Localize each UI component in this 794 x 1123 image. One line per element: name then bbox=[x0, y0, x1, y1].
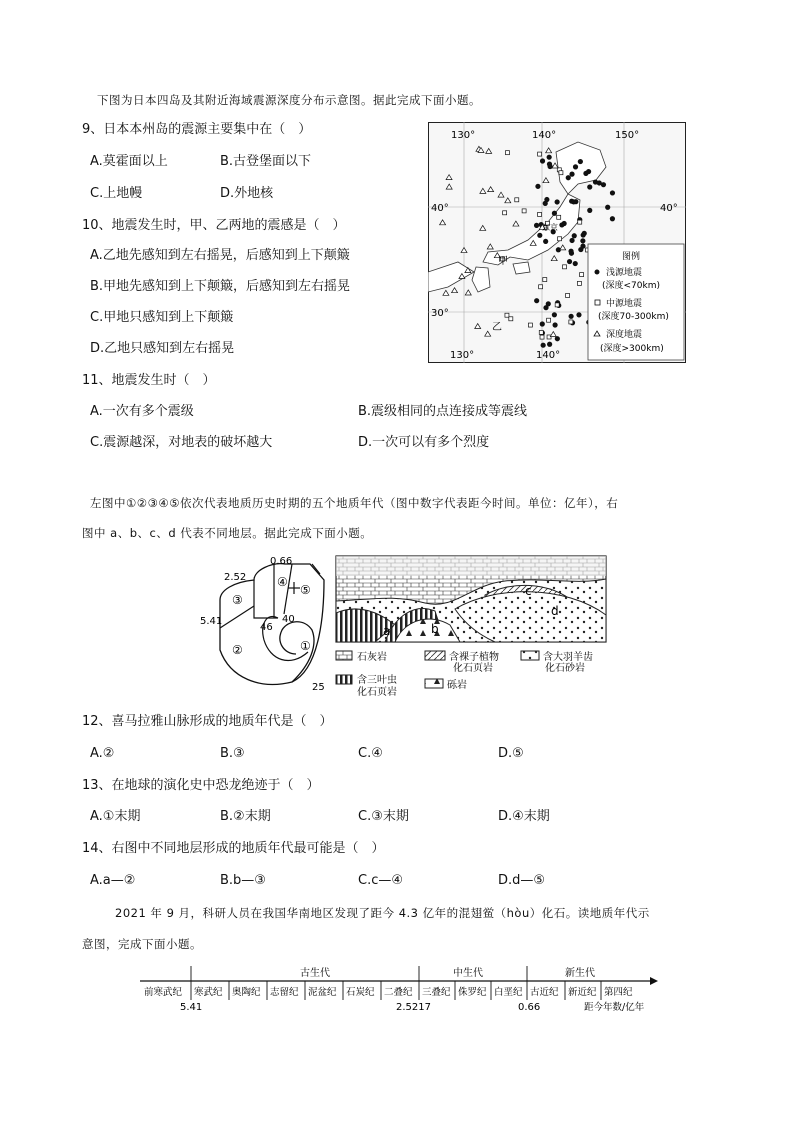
q14-option-a[interactable]: A.a—② bbox=[90, 873, 136, 888]
fern-sandstone-swatch-icon bbox=[521, 651, 539, 660]
q9-option-d[interactable]: D.外地核 bbox=[220, 186, 274, 201]
map-place-yi: 乙 bbox=[492, 322, 502, 333]
shallow-quake-mark bbox=[552, 211, 557, 216]
spiral-label-46: 46 bbox=[260, 622, 273, 633]
q9-stem: 9、日本本州岛的震源主要集中在（ ） bbox=[82, 122, 312, 137]
timeline-period: 三叠纪 bbox=[422, 987, 451, 998]
timeline-period: 奥陶纪 bbox=[232, 987, 261, 998]
timeline-era-cenozoic: 新生代 bbox=[565, 968, 595, 979]
map-legend-title: 图例 bbox=[622, 252, 641, 262]
map-legend-deep: 深度地震 bbox=[606, 330, 643, 340]
q14-stem: 14、右图中不同地层形成的地质年代最可能是（ ） bbox=[82, 841, 385, 856]
timeline-period: 二叠纪 bbox=[384, 987, 413, 998]
strata-legend-trilo-2: 化石页岩 bbox=[357, 687, 397, 698]
strata-legend-gymno-2: 化石页岩 bbox=[453, 663, 493, 674]
shallow-quake-mark bbox=[567, 259, 572, 264]
trilobite-swatch-icon bbox=[336, 675, 352, 684]
spiral-label-40: 40 bbox=[282, 614, 295, 625]
q10-option-a[interactable]: A.乙地先感知到左右摇晃，后感知到上下颠簸 bbox=[90, 248, 350, 263]
timeline-period: 泥盆纪 bbox=[308, 987, 337, 998]
strata-legend-fern-2: 化石砂岩 bbox=[545, 663, 585, 674]
shallow-quake-mark bbox=[569, 172, 574, 177]
strata-legend-trilo-1: 含三叶虫 bbox=[357, 675, 397, 686]
strata-diagram bbox=[335, 555, 615, 700]
q11-option-c[interactable]: C.震源越深，对地表的破坏越大 bbox=[90, 435, 273, 450]
q11-option-d[interactable]: D.一次可以有多个烈度 bbox=[358, 435, 490, 450]
q10-stem: 10、地震发生时，甲、乙两地的震感是（ ） bbox=[82, 218, 346, 233]
map-legend-shallow: 浅源地震 bbox=[606, 268, 643, 278]
spiral-label-25: 25 bbox=[312, 682, 325, 690]
timeline-period: 侏罗纪 bbox=[458, 987, 487, 998]
mid-quake-mark bbox=[557, 215, 561, 219]
mid-quake-mark bbox=[578, 220, 582, 224]
shallow-quake-mark bbox=[555, 199, 560, 204]
timeline-era-paleozoic: 古生代 bbox=[300, 968, 330, 979]
shallow-quake-mark bbox=[534, 223, 539, 228]
shallow-quake-mark bbox=[566, 175, 571, 180]
mid-quake-mark bbox=[547, 335, 551, 339]
map-lat-30-left: 30° bbox=[431, 308, 449, 319]
conglomerate-swatch-icon bbox=[425, 679, 443, 688]
stratum-label-d: d bbox=[551, 604, 559, 618]
mid-quake-mark bbox=[539, 330, 543, 334]
spiral-era-3: ③ bbox=[232, 593, 243, 607]
q9-option-a[interactable]: A.莫霍面以上 bbox=[90, 154, 168, 169]
timeline-period: 新近纪 bbox=[568, 987, 597, 998]
intro-text-2-line1: 左图中①②③④⑤依次代表地质历史时期的五个地质年代（图中数字代表距今时间。单位：亿年），右 bbox=[90, 496, 619, 510]
timeline-era-mesozoic: 中生代 bbox=[453, 968, 483, 979]
q11-option-b[interactable]: B.震级相同的点连接成等震线 bbox=[358, 404, 528, 419]
shallow-quake-mark bbox=[582, 231, 587, 236]
shallow-quake-mark bbox=[583, 171, 588, 176]
map-lon-130-bottom: 130° bbox=[450, 350, 475, 361]
shallow-quake-mark bbox=[597, 180, 602, 185]
shallow-quake-icon bbox=[595, 270, 600, 275]
shallow-quake-mark bbox=[537, 233, 542, 238]
mid-quake-mark bbox=[543, 278, 547, 282]
map-legend-mid-range: (深度70-300km) bbox=[598, 312, 669, 322]
spiral-label-2-52: 2.52 bbox=[224, 572, 247, 583]
gymnosperm-swatch-icon bbox=[425, 651, 445, 660]
strata-legend-conglomerate: 砾岩 bbox=[447, 680, 467, 691]
mid-quake-mark bbox=[569, 320, 573, 324]
timeline-tick-5-41: 5.41 bbox=[180, 1002, 203, 1013]
mid-quake-mark bbox=[522, 209, 526, 213]
map-legend-deep-range: (深度>300km) bbox=[600, 344, 664, 354]
shallow-quake-mark bbox=[587, 208, 592, 213]
mid-quake-mark bbox=[503, 211, 507, 215]
q10-option-c[interactable]: C.甲地只感知到上下颠簸 bbox=[90, 310, 234, 325]
mid-quake-mark bbox=[505, 313, 509, 317]
q13-option-a[interactable]: A.①末期 bbox=[90, 809, 141, 824]
map-lat-40-right: 40° bbox=[660, 203, 678, 214]
mid-quake-mark bbox=[559, 171, 563, 175]
shallow-quake-mark bbox=[587, 184, 592, 189]
intro-text-1: 下图为日本四岛及其附近海域震源深度分布示意图。据此完成下面小题。 bbox=[97, 93, 481, 107]
japan-earthquake-map bbox=[428, 122, 686, 363]
spiral-era-1: ① bbox=[300, 639, 311, 653]
map-lon-150-top: 150° bbox=[615, 130, 640, 141]
shallow-quake-mark bbox=[543, 305, 548, 310]
shallow-quake-mark bbox=[572, 233, 577, 238]
map-lat-40-left: 40° bbox=[431, 203, 449, 214]
mid-quake-mark bbox=[538, 152, 542, 156]
strata-legend-gymno-1: 含裸子植物 bbox=[449, 652, 499, 663]
map-lon-140-bottom: 140° bbox=[536, 350, 561, 361]
mid-quake-mark bbox=[555, 303, 559, 307]
q9-option-b[interactable]: B.古登堡面以下 bbox=[220, 154, 312, 169]
shallow-quake-mark bbox=[544, 197, 549, 202]
shallow-quake-mark bbox=[559, 222, 564, 227]
mid-quake-mark bbox=[528, 323, 532, 327]
q13-option-d[interactable]: D.④末期 bbox=[498, 809, 550, 824]
shallow-quake-mark bbox=[573, 261, 578, 266]
q14-option-c[interactable]: C.c—④ bbox=[358, 873, 404, 888]
q12-option-b[interactable]: B.③ bbox=[220, 746, 245, 761]
intro-text-3-line2: 意图，完成下面小题。 bbox=[82, 937, 202, 951]
shallow-quake-mark bbox=[580, 238, 585, 243]
q12-option-a[interactable]: A.② bbox=[90, 746, 115, 761]
map-lon-130-top: 130° bbox=[451, 130, 476, 141]
map-legend-shallow-range: (深度<70km) bbox=[602, 281, 660, 291]
spiral-era-4: ④ bbox=[277, 575, 288, 589]
spiral-era-2: ② bbox=[232, 643, 243, 657]
map-place-tokyo: 东京 bbox=[542, 223, 558, 232]
shallow-quake-mark bbox=[569, 314, 574, 319]
timeline-tick-2-5217: 2.5217 bbox=[396, 1002, 431, 1013]
q12-option-c[interactable]: C.④ bbox=[358, 746, 383, 761]
shallow-quake-mark bbox=[580, 244, 585, 249]
q9-option-c[interactable]: C.上地幔 bbox=[90, 186, 143, 201]
timeline-period: 石炭纪 bbox=[346, 987, 375, 998]
shallow-quake-mark bbox=[547, 162, 552, 167]
timeline-tick-0-66: 0.66 bbox=[518, 1002, 541, 1013]
spiral-label-5-41: 5.41 bbox=[200, 616, 223, 627]
spiral-era-5: ⑤ bbox=[300, 583, 311, 597]
q12-stem: 12、喜马拉雅山脉形成的地质年代是（ ） bbox=[82, 714, 333, 729]
mid-quake-mark bbox=[538, 212, 542, 216]
q10-option-d[interactable]: D.乙地只感知到左右摇晃 bbox=[90, 341, 235, 356]
shallow-quake-mark bbox=[535, 184, 540, 189]
shallow-quake-mark bbox=[543, 239, 548, 244]
q14-option-d[interactable]: D.d—⑤ bbox=[498, 873, 546, 888]
q12-option-d[interactable]: D.⑤ bbox=[498, 746, 524, 761]
q13-option-c[interactable]: C.③末期 bbox=[358, 809, 409, 824]
timeline-unit: 距今年数/亿年 bbox=[584, 1002, 645, 1013]
mid-quake-mark bbox=[509, 317, 513, 321]
mid-quake-mark bbox=[540, 335, 544, 339]
shallow-quake-mark bbox=[547, 342, 552, 347]
timeline-arrow-icon bbox=[650, 977, 658, 985]
shallow-quake-mark bbox=[547, 155, 552, 160]
intro-text-3-line1: 2021 年 9 月，科研人员在我国华南地区发现了距今 4.3 亿年的混翅鲎（hòu）化石。读地质年代示 bbox=[115, 906, 650, 920]
mid-quake-mark bbox=[566, 293, 570, 297]
mid-quake-mark bbox=[577, 281, 581, 285]
shallow-quake-mark bbox=[569, 238, 574, 243]
shallow-quake-mark bbox=[573, 164, 578, 169]
shallow-quake-mark bbox=[540, 158, 545, 163]
mid-quake-mark bbox=[547, 318, 551, 322]
timeline-period: 前寒武纪 bbox=[144, 987, 183, 998]
shallow-quake-mark bbox=[534, 298, 539, 303]
shallow-quake-mark bbox=[552, 312, 557, 317]
q13-stem: 13、在地球的演化史中恐龙绝迹于（ ） bbox=[82, 778, 320, 793]
shallow-quake-mark bbox=[578, 159, 583, 164]
q11-stem: 11、地震发生时（ ） bbox=[82, 373, 216, 388]
mid-quake-icon bbox=[595, 300, 600, 305]
timeline-period: 第四纪 bbox=[604, 987, 633, 998]
shallow-quake-mark bbox=[552, 322, 557, 327]
mid-quake-mark bbox=[515, 198, 519, 202]
shallow-quake-mark bbox=[571, 199, 576, 204]
timeline-period: 白垩纪 bbox=[494, 987, 523, 998]
timeline-period: 志留纪 bbox=[270, 987, 299, 998]
stratum-label-c: c bbox=[525, 584, 532, 598]
geologic-timeline bbox=[140, 964, 660, 1016]
mid-quake-mark bbox=[505, 151, 509, 155]
mid-quake-mark bbox=[580, 273, 584, 277]
shallow-quake-mark bbox=[610, 216, 615, 221]
mid-quake-mark bbox=[563, 265, 567, 269]
q10-option-b[interactable]: B.甲地先感知到上下颠簸，后感知到左右摇晃 bbox=[90, 279, 351, 294]
intro-text-2-line2: 图中 a、b、c、d 代表不同地层。据此完成下面小题。 bbox=[82, 526, 373, 540]
stratum-label-a: a bbox=[383, 624, 391, 638]
q11-option-a[interactable]: A.一次有多个震级 bbox=[90, 404, 194, 419]
stratum-label-b: b bbox=[431, 622, 439, 636]
shallow-quake-mark bbox=[576, 312, 581, 317]
spiral-label-0-66: 0.66 bbox=[270, 556, 293, 567]
q13-option-b[interactable]: B.②末期 bbox=[220, 809, 271, 824]
timeline-period: 古近纪 bbox=[530, 987, 559, 998]
strata-legend-limestone: 石灰岩 bbox=[357, 652, 387, 663]
limestone-swatch-icon bbox=[336, 651, 352, 660]
shallow-quake-mark bbox=[605, 205, 610, 210]
shallow-quake-mark bbox=[541, 343, 546, 348]
geologic-spiral-diagram bbox=[200, 550, 335, 690]
shallow-quake-mark bbox=[610, 190, 615, 195]
map-place-jia: 甲 bbox=[498, 256, 508, 267]
map-legend-mid: 中源地震 bbox=[606, 299, 643, 309]
map-lon-140-top: 140° bbox=[532, 130, 557, 141]
mid-quake-mark bbox=[539, 285, 543, 289]
strata-legend-fern-1: 含大羽羊齿 bbox=[543, 652, 593, 663]
shallow-quake-mark bbox=[568, 249, 573, 254]
mid-quake-mark bbox=[558, 237, 562, 241]
timeline-period: 寒武纪 bbox=[194, 987, 223, 998]
shallow-quake-mark bbox=[540, 321, 545, 326]
q14-option-b[interactable]: B.b—③ bbox=[220, 873, 266, 888]
